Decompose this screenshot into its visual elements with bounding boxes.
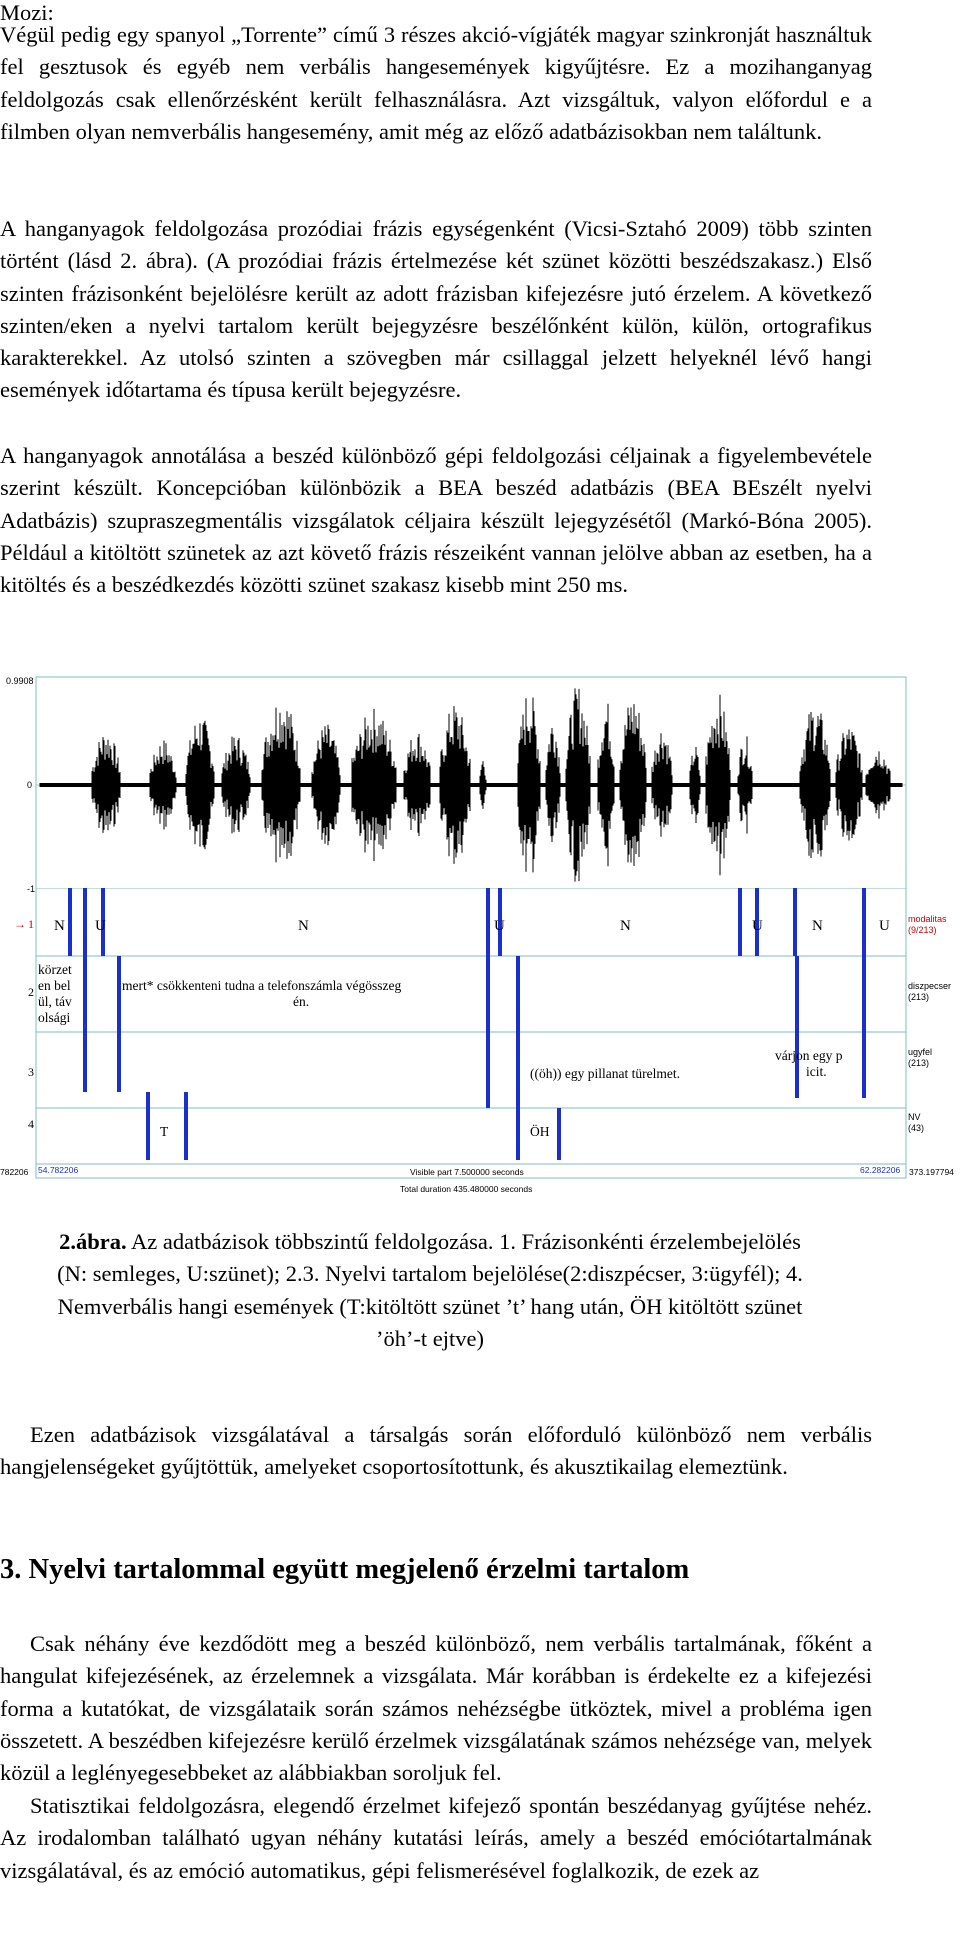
tier3-left-text: ((öh)) egy pillanat türelmet. [530, 1066, 680, 1081]
annotation-tiers [0, 888, 960, 1200]
paragraph-statistics: Statisztikai feldolgozásra, elegendő érzelmet kifejező spontán beszédanyag gyűjtése nehéz. Az irodalomban található ugyan néhány kutatási leírás, amely a beszéd emóciótartalmának vizsgálatával, és az emóció automatikus, gépi felismerésével foglalkozik, de ezek az [0, 1793, 872, 1883]
waveform-bottom-value: -1 [27, 884, 36, 894]
tier-3-number: 3 [28, 1065, 34, 1079]
caption-text: Az adatbázisok többszintű feldolgozása. 1. Frázisonkénti érzelembejelölés (N: semleges, U:szünet); 2.3. Nyelvi tartalom bejelölése(2:diszpécser, 3:ügyfél); 4. Nemverbális hangi események (T:kitöltött szünet ’t’ hang után, ÖH kitöltött szünet ’öh’-t ejtve) [57, 1229, 803, 1351]
tier-2-name: diszpecser [908, 981, 952, 991]
paragraph-processing-levels: A hanganyagok feldolgozása prozódiai frázis egységenként (Vicsi-Sztahó 2009) több szinten történt (lásd 2. ábra). (A prozódiai frázis értelmezése két szünet közötti beszédszakasz.) Első szinten frázisonként bejelölésre került az adott frázisban kifejezésre jutó érzelem. A következő szinten/eken a nyelvi tartalom került bejegyzésre beszélőnként külön, külön, ortografikus karakterekkel. Az utolsó szinten a szövegben már csillaggal jelzett helyeknél lévő hangi események időtartama és típusa került bejegyzésre. [0, 216, 872, 403]
tier2-left-line: ül, táv [38, 994, 72, 1009]
tier3-right-line: várjon egy p [775, 1048, 843, 1063]
time-left-outer: 782206 [0, 1167, 29, 1177]
tier-3-count: (213) [908, 1058, 930, 1068]
time-left: 54.782206 [38, 1165, 79, 1175]
tier1-label: N [54, 918, 65, 934]
tier-2-count: (213) [908, 992, 930, 1002]
tier1-label: U [752, 918, 763, 934]
svg-text:→: → [14, 917, 26, 931]
tier2-left-line: en bel [38, 978, 71, 993]
visible-part: Visible part 7.500000 seconds [410, 1167, 524, 1177]
tier-1-name: modalitas [908, 914, 947, 924]
section-label: Mozi: [0, 0, 54, 25]
tier-4-name: NV [908, 1112, 921, 1122]
tier1-label: N [620, 918, 631, 934]
tier1-label: N [812, 918, 823, 934]
paragraph-summary: Ezen adatbázisok vizsgálatával a társalgás során előforduló különböző nem verbális hangjelenségeket gyűjtöttük, amelyeket csoportosítottunk, és akusztikailag elemeztünk. [0, 1422, 872, 1480]
tier-2-number: 2 [28, 985, 34, 999]
time-right-outer: 373.197794 [909, 1167, 954, 1177]
section-heading: 3. Nyelvi tartalommal együtt megjelenő érzelmi tartalom [0, 1554, 690, 1585]
tier4-label: ÖH [530, 1124, 550, 1139]
paragraph-emotion-intro: Csak néhány éve kezdődött meg a beszéd különböző, nem verbális tartalmának, főként a hangulat kifejezésének, az érzelemnek a vizsgálata. Már korábban is érdekelte ez a kifejezési forma a kutatókat, de vizsgálataik során számos nehézségbe ütköztek, mivel a probléma igen összetett. A beszédben kifejezésre kerülő érzelmek vizsgálatának számos nehézsége van, melyek közül a leglényegesebbeket az alábbiakban soroljuk fel. [0, 1631, 872, 1786]
total-duration: Total duration 435.480000 seconds [400, 1184, 533, 1194]
tier-4-count: (43) [908, 1123, 925, 1133]
tier-4-number: 4 [28, 1117, 34, 1131]
tier-3-name: ugyfel [908, 1047, 933, 1057]
waveform-zero-value: 0 [27, 780, 33, 790]
tier1-label: U [879, 918, 890, 934]
tier2-left-line: körzet [38, 962, 72, 977]
tier-1-count: (9/213) [908, 925, 937, 935]
tier2-main-line: én. [293, 994, 310, 1009]
tier2-main-line: mert* csökkenteni tudna a telefonszámla végösszeg [122, 978, 402, 993]
time-right: 62.282206 [860, 1165, 901, 1175]
paragraph-movie-corpus: Végül pedig egy spanyol „Torrente” című 3 részes akció-vígjáték magyar szinkronját használtuk fel gesztusok és egyéb nem verbális hangesemények kigyűjtésre. Ez a mozihanganyag feldolgozás csak ellenőrzésként került felhasználásra. Azt vizsgáltuk, valyon előfordul e a filmben olyan nemverbális hangesemény, amit még az előző adatbázisokban nem találtunk. [0, 22, 872, 144]
tier4-label: T [160, 1124, 169, 1139]
paragraph-annotation: A hanganyagok annotálása a beszéd különböző gépi feldolgozási céljainak a figyelembevétele szerint készült. Koncepcióban különbözik a BEA beszéd adatbázis (BEA BEszélt nyelvi Adatbázis) szupraszegmentális vizsgálatok céljaira készült lejegyzésétől (Markó-Bóna 2005). Például a kitöltött szünetek az azt követő frázis részeiként vannan jelölve abban az esetben, ha a kitöltés és a beszédkezdés közötti szünet szakasz kisebb mint 250 ms. [0, 443, 872, 598]
tier1-label: U [494, 918, 505, 934]
tier3-right-line: icit. [806, 1064, 827, 1079]
tier1-label: N [298, 918, 309, 934]
tier-1-number: 1 [28, 917, 34, 931]
figure-caption [50, 1226, 810, 1355]
waveform-top-value: 0.9908 [6, 676, 34, 686]
tier2-left-line: olsági [38, 1010, 71, 1025]
tier1-label: U [95, 918, 106, 934]
caption-label: 2.ábra. [59, 1229, 127, 1254]
